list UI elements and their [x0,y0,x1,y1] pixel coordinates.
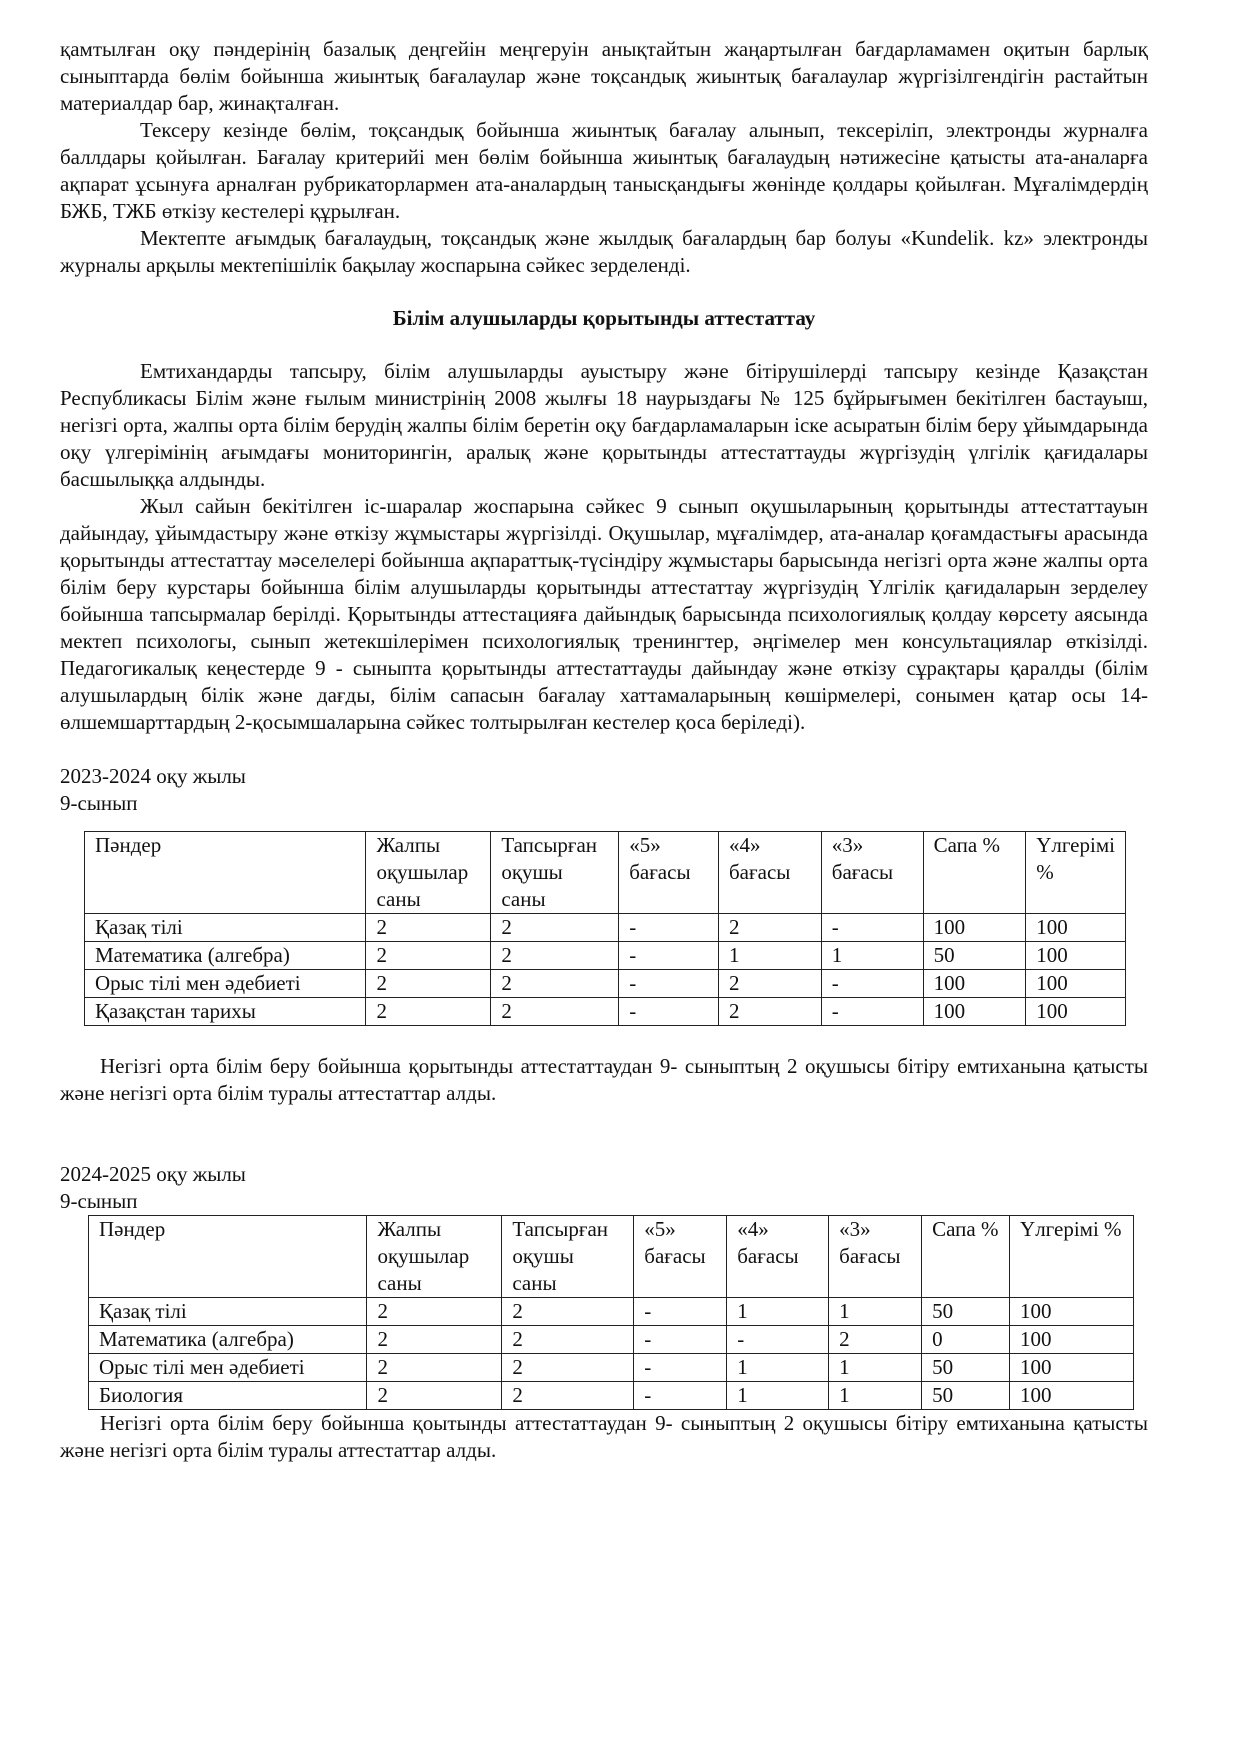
header-cell: Пәндер [89,1216,367,1298]
cell-total: 2 [366,998,491,1026]
header-cell: Сапа % [923,832,1026,914]
cell-grade5: - [634,1382,727,1410]
cell-total: 2 [367,1298,502,1326]
header-cell: Тапсырған оқушы саны [491,832,619,914]
cell-progress: 100 [1010,1326,1134,1354]
cell-grade4: 1 [727,1382,829,1410]
cell-subject: Қазақ тілі [85,914,366,942]
cell-subject: Биология [89,1382,367,1410]
header-cell: Тапсырған оқушы саны [502,1216,634,1298]
paragraph-exams: Емтихандарды тапсыру, білім алушыларды ауыстыру және бітірушілерді тапсыру кезінде Қазақстан Республикасы Білім және ғылым министрінің 2008 жылғы 18 наурыздағы № 125 бұйрығымен бекітілген бастауыш, негізгі орта, жалпы орта білім берудің жалпы білім беретін оқу бағдарламаларын іске асыратын білім беру ұйымдарында оқу үлгерімінің ағымдағы мониторингін, аралық және қорытынды аттестаттауды жүргізудің үлгілік қағидалары басшылыққа алдынды. [60,359,1148,491]
results-table-2023 [84,831,1126,1026]
cell-subject: Орыс тілі мен әдебиеті [85,970,366,998]
cell-grade4: 1 [727,1354,829,1382]
cell-grade4: 1 [719,942,822,970]
header-cell: Жалпы оқушылар саны [366,832,491,914]
table-row [89,1354,1134,1382]
cell-grade5: - [619,970,719,998]
table-header-row [89,1216,1134,1298]
cell-progress: 100 [1010,1298,1134,1326]
table-row [89,1326,1134,1354]
cell-grade5: - [619,942,719,970]
cell-total: 2 [367,1354,502,1382]
cell-subject: Математика (алгебра) [85,942,366,970]
cell-grade3: 1 [829,1298,922,1326]
cell-grade3: 2 [829,1326,922,1354]
cell-quality: 100 [923,914,1026,942]
year-label-2024: 2024-2025 оқу жылы [60,1162,246,1186]
paragraph-assessment-check: Тексеру кезінде бөлім, тоқсандық бойынша жиынтық бағалау алынып, тексеріліп, электронды журналға баллдары қойылған. Бағалау критерийі мен бөлім бойынша жиынтық бағалаудың нәтижесіне қатысты ата-аналарға ақпарат ұсынуға арналған рубрикаторлармен ата-аналардың танысқандығы жөнінде қолдары қойылған. Мұғалімдердің БЖБ, ТЖБ өткізу кестелері құрылған. [60,118,1148,223]
cell-submitted: 2 [491,914,619,942]
table-row [89,1382,1134,1410]
header-cell: Үлгерімі % [1010,1216,1134,1298]
cell-subject: Орыс тілі мен әдебиеті [89,1354,367,1382]
header-cell: «3» бағасы [821,832,923,914]
header-cell: Пәндер [85,832,366,914]
cell-grade4: 2 [719,970,822,998]
document-body [60,36,1148,1464]
cell-progress: 100 [1026,942,1126,970]
section-heading: Білім алушыларды қорытынды аттестаттау [392,306,816,330]
cell-quality: 0 [922,1326,1010,1354]
paragraph-preparation: Жыл сайын бекітілген іс-шаралар жоспарына сәйкес 9 сынып оқушыларының қорытынды аттестаттауын дайындау, ұйымдастыру және өткізу жұмыстары жүргізілді. Оқушылар, мұғалімдер, ата-аналар қоғамдастығы арасында қорытынды аттестаттау мәселелері бойынша ақпараттық-түсіндіру жұмыстары барысында негізгі орта және жалпы орта білім беру курстары бойынша білім алушыларды қорытынды аттестаттау жүргізудің Үлгілік қағидаларын зерделеу бойынша тапсырмалар берілді. Қорытынды аттестацияға дайындық барысында психологиялық қолдау көрсету аясында мектеп психологы, сынып жетекшілерімен психологиялық тренингтер, әңгімелер мен консультациялар өткізілді. Педагогикалық кеңестерде 9 - сыныпта қорытынды аттестаттауды дайындау және өткізу сұрақтары қаралды (білім алушылардың білік және дағды, білім сапасын бағалау хаттамаларының көшірмелері, сонымен қатар осы 14-өлшемшарттардың 2-қосымшаларына сәйкес толтырылған кестелер қоса беріледі). [60,494,1148,734]
header-cell: «5» бағасы [634,1216,727,1298]
note-2024: Негізгі орта білім беру бойынша қоытынды аттестаттаудан 9- сыныптың 2 оқушысы бітіру емтиханына қатысты және негізгі орта білім туралы аттестаттар алды. [60,1411,1148,1462]
table-row [85,942,1126,970]
header-cell: Сапа % [922,1216,1010,1298]
cell-quality: 50 [922,1298,1010,1326]
header-cell: Үлгерімі % [1026,832,1126,914]
table-row [85,914,1126,942]
cell-quality: 50 [922,1354,1010,1382]
table-header-row [85,832,1126,914]
cell-submitted: 2 [491,998,619,1026]
cell-subject: Қазақстан тарихы [85,998,366,1026]
cell-total: 2 [366,914,491,942]
cell-progress: 100 [1010,1382,1134,1410]
cell-progress: 100 [1026,914,1126,942]
cell-total: 2 [366,970,491,998]
paragraph-top: қамтылған оқу пәндерінің базалық деңгейін меңгеруін анықтайтын жаңартылған бағдарламамен оқитын барлық сыныптарда бөлім бойынша жиынтық бағалаулар және тоқсандық жиынтық бағалаулар жүргізілгендігін растайтын материалдар бар, жинақталған. [60,37,1148,115]
cell-grade4: 1 [727,1298,829,1326]
cell-progress: 100 [1026,998,1126,1026]
cell-grade3: 1 [829,1354,922,1382]
year-label-2023: 2023-2024 оқу жылы [60,764,246,788]
cell-total: 2 [366,942,491,970]
cell-total: 2 [367,1382,502,1410]
cell-grade3: - [821,998,923,1026]
cell-submitted: 2 [502,1354,634,1382]
cell-submitted: 2 [491,970,619,998]
results-table-2024 [88,1215,1134,1410]
cell-quality: 100 [923,998,1026,1026]
cell-grade3: 1 [829,1382,922,1410]
grade-label-2023: 9-сынып [60,791,138,815]
cell-progress: 100 [1026,970,1126,998]
note-2023: Негізгі орта білім беру бойынша қорытынды аттестаттаудан 9- сыныптың 2 оқушысы бітіру емтиханына қатысты және негізгі орта білім туралы аттестаттар алды. [60,1054,1148,1105]
cell-subject: Қазақ тілі [89,1298,367,1326]
header-cell: «5» бағасы [619,832,719,914]
grade-label-2024: 9-сынып [60,1189,138,1213]
cell-submitted: 2 [502,1382,634,1410]
cell-quality: 100 [923,970,1026,998]
header-cell: «3» бағасы [829,1216,922,1298]
header-cell: «4» бағасы [719,832,822,914]
cell-grade4: 2 [719,998,822,1026]
cell-quality: 50 [923,942,1026,970]
table-row [85,998,1126,1026]
table-row [89,1298,1134,1326]
table-row [85,970,1126,998]
header-cell: «4» бағасы [727,1216,829,1298]
cell-grade5: - [634,1326,727,1354]
cell-submitted: 2 [502,1298,634,1326]
cell-progress: 100 [1010,1354,1134,1382]
cell-grade5: - [619,998,719,1026]
cell-grade4: 2 [719,914,822,942]
cell-grade3: - [821,914,923,942]
cell-submitted: 2 [491,942,619,970]
paragraph-kundelik: Мектепте ағымдық бағалаудың, тоқсандық және жылдық бағалардың бар болуы «Kundelik. kz» электронды журналы арқылы мектепішілік бақылау жоспарына сәйкес зерделенді. [60,226,1148,277]
cell-grade5: - [619,914,719,942]
header-cell: Жалпы оқушылар саны [367,1216,502,1298]
cell-quality: 50 [922,1382,1010,1410]
cell-grade5: - [634,1298,727,1326]
cell-grade4: - [727,1326,829,1354]
cell-grade5: - [634,1354,727,1382]
cell-submitted: 2 [502,1326,634,1354]
cell-grade3: 1 [821,942,923,970]
cell-subject: Математика (алгебра) [89,1326,367,1354]
cell-total: 2 [367,1326,502,1354]
cell-grade3: - [821,970,923,998]
